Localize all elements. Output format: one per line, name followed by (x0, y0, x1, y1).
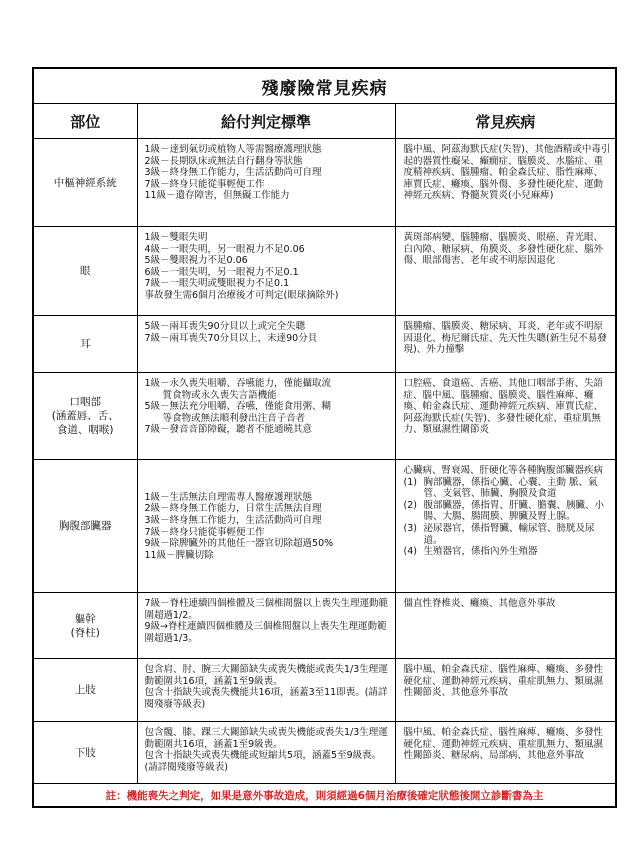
criteria-line: 等食物或無法順利發出注音子音者 (144, 412, 306, 424)
table-title: 殘廢險常見疾病 (33, 68, 616, 104)
header-disease: 常見疾病 (395, 104, 616, 139)
criteria-cell (137, 593, 395, 659)
criteria-line: 質食物或永久喪失言語機能 (144, 389, 277, 401)
document (32, 67, 615, 808)
list-item-number: (4) (403, 546, 417, 558)
criteria-cell (137, 659, 395, 722)
table-row (33, 373, 616, 460)
criteria-cell (137, 316, 395, 373)
disease-cell: 腦中風、阿茲海默氏症(失智)、其他酒精或中毒引起的器質性癡呆、癲癇症、腦膜炎、水腦症、重度精神疾病、腦腫瘤、帕金森氏症、脂性麻痺、庫賈氏症、癱瘓、腦外傷、多發性硬化症、運動神經元疾病、脊髓灰質炎(小兒麻痺) (395, 139, 616, 227)
body-part-cell (33, 373, 137, 460)
criteria-line: 事故發生需6個月治療後才可判定(眼球摘除外) (144, 289, 339, 301)
table-row (33, 460, 616, 593)
criteria-line: 3級－終身無工作能力，生活活動尚可自理 (144, 514, 322, 526)
list-item-text: 泌尿器官，係指腎臟、輸尿管、膀胱及尿道。 (423, 522, 595, 546)
criteria-cell (137, 722, 395, 784)
body-part-cell (33, 659, 137, 722)
body-part-cell (33, 593, 137, 659)
disease-cell: 腦中風、帕金森氏症、腦性麻痺、癱瘓、多發性硬化症、運動神經元疾病、重症肌無力、類風濕性關節炎、糖尿病、局部病、其他意外事故 (395, 722, 616, 784)
disease-cell: 口腔癌、食道癌、舌癌、其他口咽部手術、失語症、腦中風、腦腫瘤、腦膜炎、腦性麻痺、癱瘓、帕金森氏症、運動神經元疾病、庫賈氏症、阿茲海默氏症(失智)、多發性硬化症、重症肌無力、類風濕性關節炎 (395, 373, 616, 460)
criteria-line: 1級－永久喪失咀嚼、吞嚥能力，僅能攝取流 (144, 378, 332, 389)
table-row (33, 227, 616, 316)
criteria-line: 包含肩、肘、腕三大關節缺失或喪失機能或喪失1/3生理運動範圍共16項，涵蓋1至9級喪。 (144, 664, 388, 687)
criteria-cell (137, 227, 395, 316)
criteria-cell (137, 373, 395, 460)
criteria-line: 7級－發音音節障礙，聽者不能通曉其意 (144, 424, 313, 436)
criteria-line: 11級－脾臟切除 (144, 549, 214, 561)
disease-cell: 腦腫瘤、腦膜炎、糖尿病、耳炎、老年或不明原因退化、梅尼爾氏症、先天性失聰(新生兒不易發現)、外力撞擊 (395, 316, 616, 373)
table-row (33, 659, 616, 722)
body-part-cell (33, 722, 137, 784)
body-part-sub: (脊柱) (70, 626, 100, 639)
header-row (33, 104, 616, 139)
organ-list (404, 477, 612, 558)
table-row (33, 593, 616, 659)
header-part: 部位 (33, 104, 137, 139)
disability-table (32, 67, 617, 808)
table-row (33, 316, 616, 373)
disease-cell: 腦中風、帕金森氏症、腦性麻痺、癱瘓、多發性硬化症、運動神經元疾病、重症肌無力、類風濕性關節炎、其他意外事故 (395, 659, 616, 722)
body-part-cell (33, 316, 137, 373)
criteria-line: 11級－遺存障害，但無礙工作能力 (144, 190, 290, 202)
disease-cell: 黃斑部病變、腦腫瘤、腦膜炎、眼癌、青光眼、白內障、糖尿病、角膜炎、多發性硬化症、腦外傷、眼部傷害、老年或不明原因退化 (395, 227, 616, 316)
body-part-label: 下肢 (74, 746, 96, 759)
list-item (404, 500, 612, 523)
criteria-line: 包含髖、膝、踝三大關節缺失或喪失機能或喪失1/3生理運動範圍共16項，涵蓋1至9級喪。 (144, 727, 388, 750)
criteria-cell (137, 139, 395, 227)
list-item-number: (2) (403, 499, 417, 511)
disease-cell (395, 460, 616, 593)
criteria-line: 4級－一眼失明，另一眼視力不足0.06 (144, 243, 305, 255)
criteria-line: 7級－一眼失明或雙眼視力不足0.1 (144, 278, 290, 290)
list-item-number: (1) (403, 476, 417, 488)
criteria-line: 5級－兩耳喪失90分貝以上或完全失聰 (144, 321, 306, 332)
criteria-line: 5級－無法充分咀嚼、吞嚥，僅能食用粥、糊 (144, 401, 332, 413)
body-part-sub: (涵蓋唇、舌、 (51, 410, 119, 422)
body-part-label: 胸腹部臟器 (59, 520, 112, 532)
criteria-line: 2級－終身無工作能力，日常生活無法自理 (144, 503, 322, 515)
table-row (33, 139, 616, 227)
table-row (33, 722, 616, 784)
criteria-line: 5級－雙眼視力不足0.06 (144, 255, 248, 267)
criteria-line: 7級－終身只能從事輕便工作 (144, 178, 265, 190)
criteria-line: 1級－雙眼失明 (144, 232, 208, 243)
footnote: 註：機能喪失之判定，如果是意外事故造成，則須經過6個月治療後確定狀態後開立診斷書為主 (33, 784, 616, 808)
criteria-line: 3級－終身無工作能力，生活活動尚可自理 (144, 167, 322, 179)
criteria-line: 9級→脊柱連續四個椎體及三個椎間盤以上喪失生理運動範圍超過1/3。 (144, 621, 387, 644)
criteria-line: 2級－長期臥床或無法自行翻身等狀態 (144, 155, 303, 167)
list-item (404, 546, 612, 558)
criteria-line: 1級－達到氣切或植物人等需醫療護理狀態 (144, 144, 322, 155)
list-item-text: 腹部臟器，係指胃、肝臟、膽囊、胰臟、小腸、大腸、腸間膜、脾臟及腎上腺。 (423, 499, 605, 523)
list-item-number: (3) (403, 522, 417, 534)
body-part-label: 中樞神經系統 (53, 176, 117, 189)
body-part-label: 眼 (80, 265, 91, 277)
body-part-label: 耳 (80, 338, 91, 350)
criteria-cell (137, 460, 395, 593)
body-part-cell (33, 227, 137, 316)
list-item (404, 477, 612, 500)
body-part-sub: 食道、咽喉) (56, 424, 114, 436)
list-item-text: 胸部臟器，係指心臟、心囊、主動 脈、氣管、支氣管、肺臟、胸膜及食道 (423, 476, 598, 500)
body-part-label: 上肢 (74, 684, 96, 696)
disease-cell: 僵直性脊椎炎、癱瘓、其他意外事故 (395, 593, 616, 659)
body-part-label: 口咽部 (69, 396, 101, 408)
body-part-cell (33, 460, 137, 593)
header-criteria: 給付判定標準 (137, 104, 395, 139)
body-part-label: 軀幹 (74, 612, 96, 625)
list-item (404, 523, 612, 546)
list-item-text: 生殖器官，係指內外生殖器 (423, 546, 538, 558)
criteria-line: 7級－終身只能從事輕便工作 (144, 526, 265, 538)
criteria-line: 9級－除脾臟外的其他任一器官切除超過50% (144, 538, 334, 550)
criteria-line: 7級－脊柱連續四個椎體及三個椎間盤以上喪失生理運動範圍超過1/2。 (144, 598, 389, 621)
criteria-line: 包含十指缺失或喪失機能共16項，涵蓋3至11即喪。(請詳閱殘廢等級表) (144, 687, 388, 710)
body-part-cell (33, 139, 137, 227)
criteria-line: 包含十指缺失或喪失機能或短縮共5項，涵蓋5至9級喪。(請詳閱殘廢等級表) (144, 750, 382, 773)
disease-intro: 心臟病、腎衰竭、肝硬化等各種胸腹部臟器疾病 (403, 465, 604, 476)
criteria-line: 7級－兩耳喪失70分貝以上，未達90分貝 (144, 332, 318, 344)
criteria-line: 1級－生活無法自理需專人醫療護理狀態 (144, 491, 313, 503)
criteria-line: 6級－一眼失明，另一眼視力不足0.1 (144, 266, 299, 278)
